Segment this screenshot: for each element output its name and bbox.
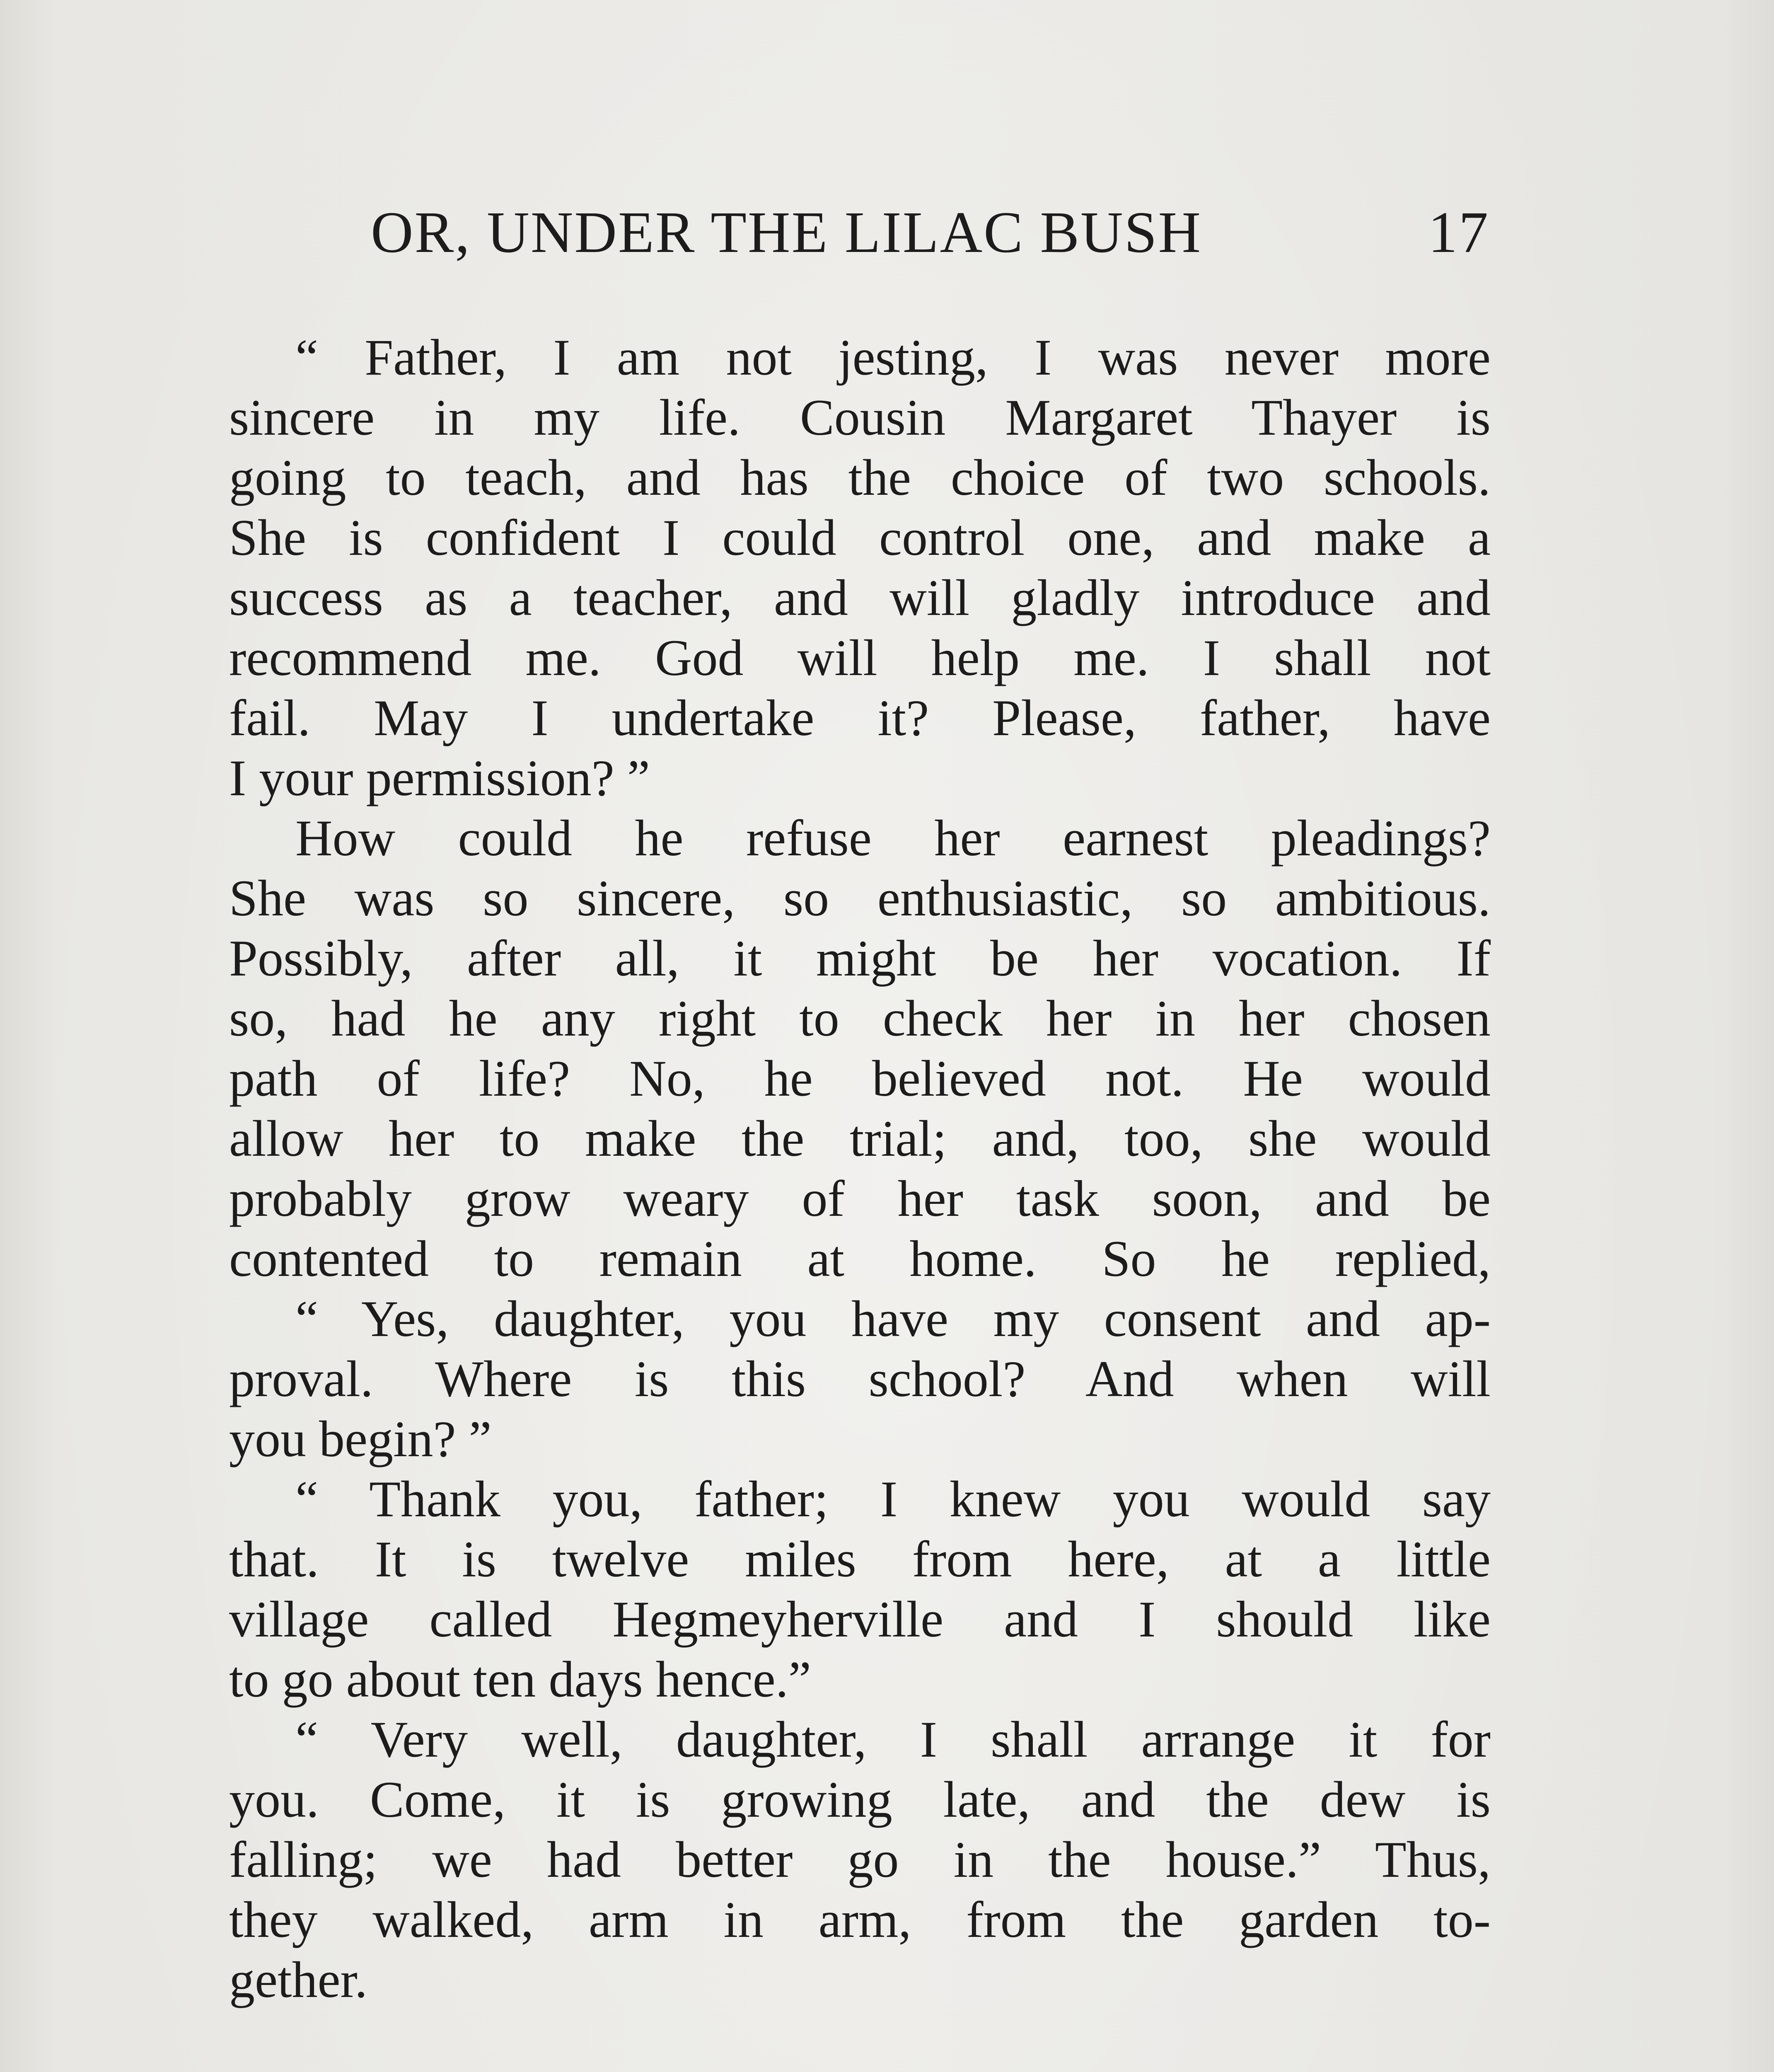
text-line: gether. — [229, 1951, 367, 2008]
text-line: they walked, arm in arm, from the garden to- — [229, 1891, 1491, 1948]
text-line: sincere in my life. Cousin Margaret Thayer is — [229, 389, 1491, 446]
text-line: you begin? ” — [229, 1411, 492, 1467]
text-line: you. Come, it is growing late, and the dew is — [229, 1771, 1491, 1828]
text-line: village called Hegmeyherville and I should like — [229, 1591, 1491, 1648]
text-line: to go about ten days hence.” — [229, 1651, 811, 1708]
text-line: probably grow weary of her task soon, and be — [229, 1170, 1491, 1227]
text-line: Possibly, after all, it might be her vocation. If — [229, 930, 1491, 987]
running-head — [371, 198, 1489, 281]
text-line: “ Father, I am not jesting, I was never more — [295, 329, 1491, 386]
text-line: that. It is twelve miles from here, at a little — [229, 1531, 1491, 1588]
text-line: recommend me. God will help me. I shall not — [229, 629, 1491, 686]
text-line: “ Very well, daughter, I shall arrange it for — [295, 1711, 1491, 1768]
running-head-title: OR, UNDER THE LILAC BUSH — [371, 199, 1202, 265]
text-line: path of life? No, he believed not. He would — [229, 1050, 1491, 1107]
text-line: falling; we had better go in the house.” Thus, — [229, 1831, 1491, 1888]
text-line: contented to remain at home. So he replied, — [229, 1230, 1491, 1287]
text-line: How could he refuse her earnest pleadings? — [295, 810, 1491, 867]
text-line: “ Thank you, father; I knew you would say — [295, 1471, 1491, 1527]
text-line: allow her to make the trial; and, too, she would — [229, 1110, 1491, 1167]
text-line: I your permission? ” — [229, 750, 650, 806]
page-number: 17 — [1428, 199, 1489, 265]
text-line: She was so sincere, so enthusiastic, so ambitious. — [229, 870, 1491, 927]
text-line: going to teach, and has the choice of two schools. — [229, 449, 1491, 506]
text-line: success as a teacher, and will gladly introduce and — [229, 569, 1491, 626]
body-text — [229, 327, 1491, 2010]
text-line: proval. Where is this school? And when will — [229, 1351, 1491, 1407]
text-line: “ Yes, daughter, you have my consent and ap- — [295, 1290, 1491, 1347]
text-line: so, had he any right to check her in her chosen — [229, 990, 1491, 1047]
text-line: fail. May I undertake it? Please, father, have — [229, 690, 1491, 746]
text-line: She is confident I could control one, and make a — [229, 509, 1491, 566]
